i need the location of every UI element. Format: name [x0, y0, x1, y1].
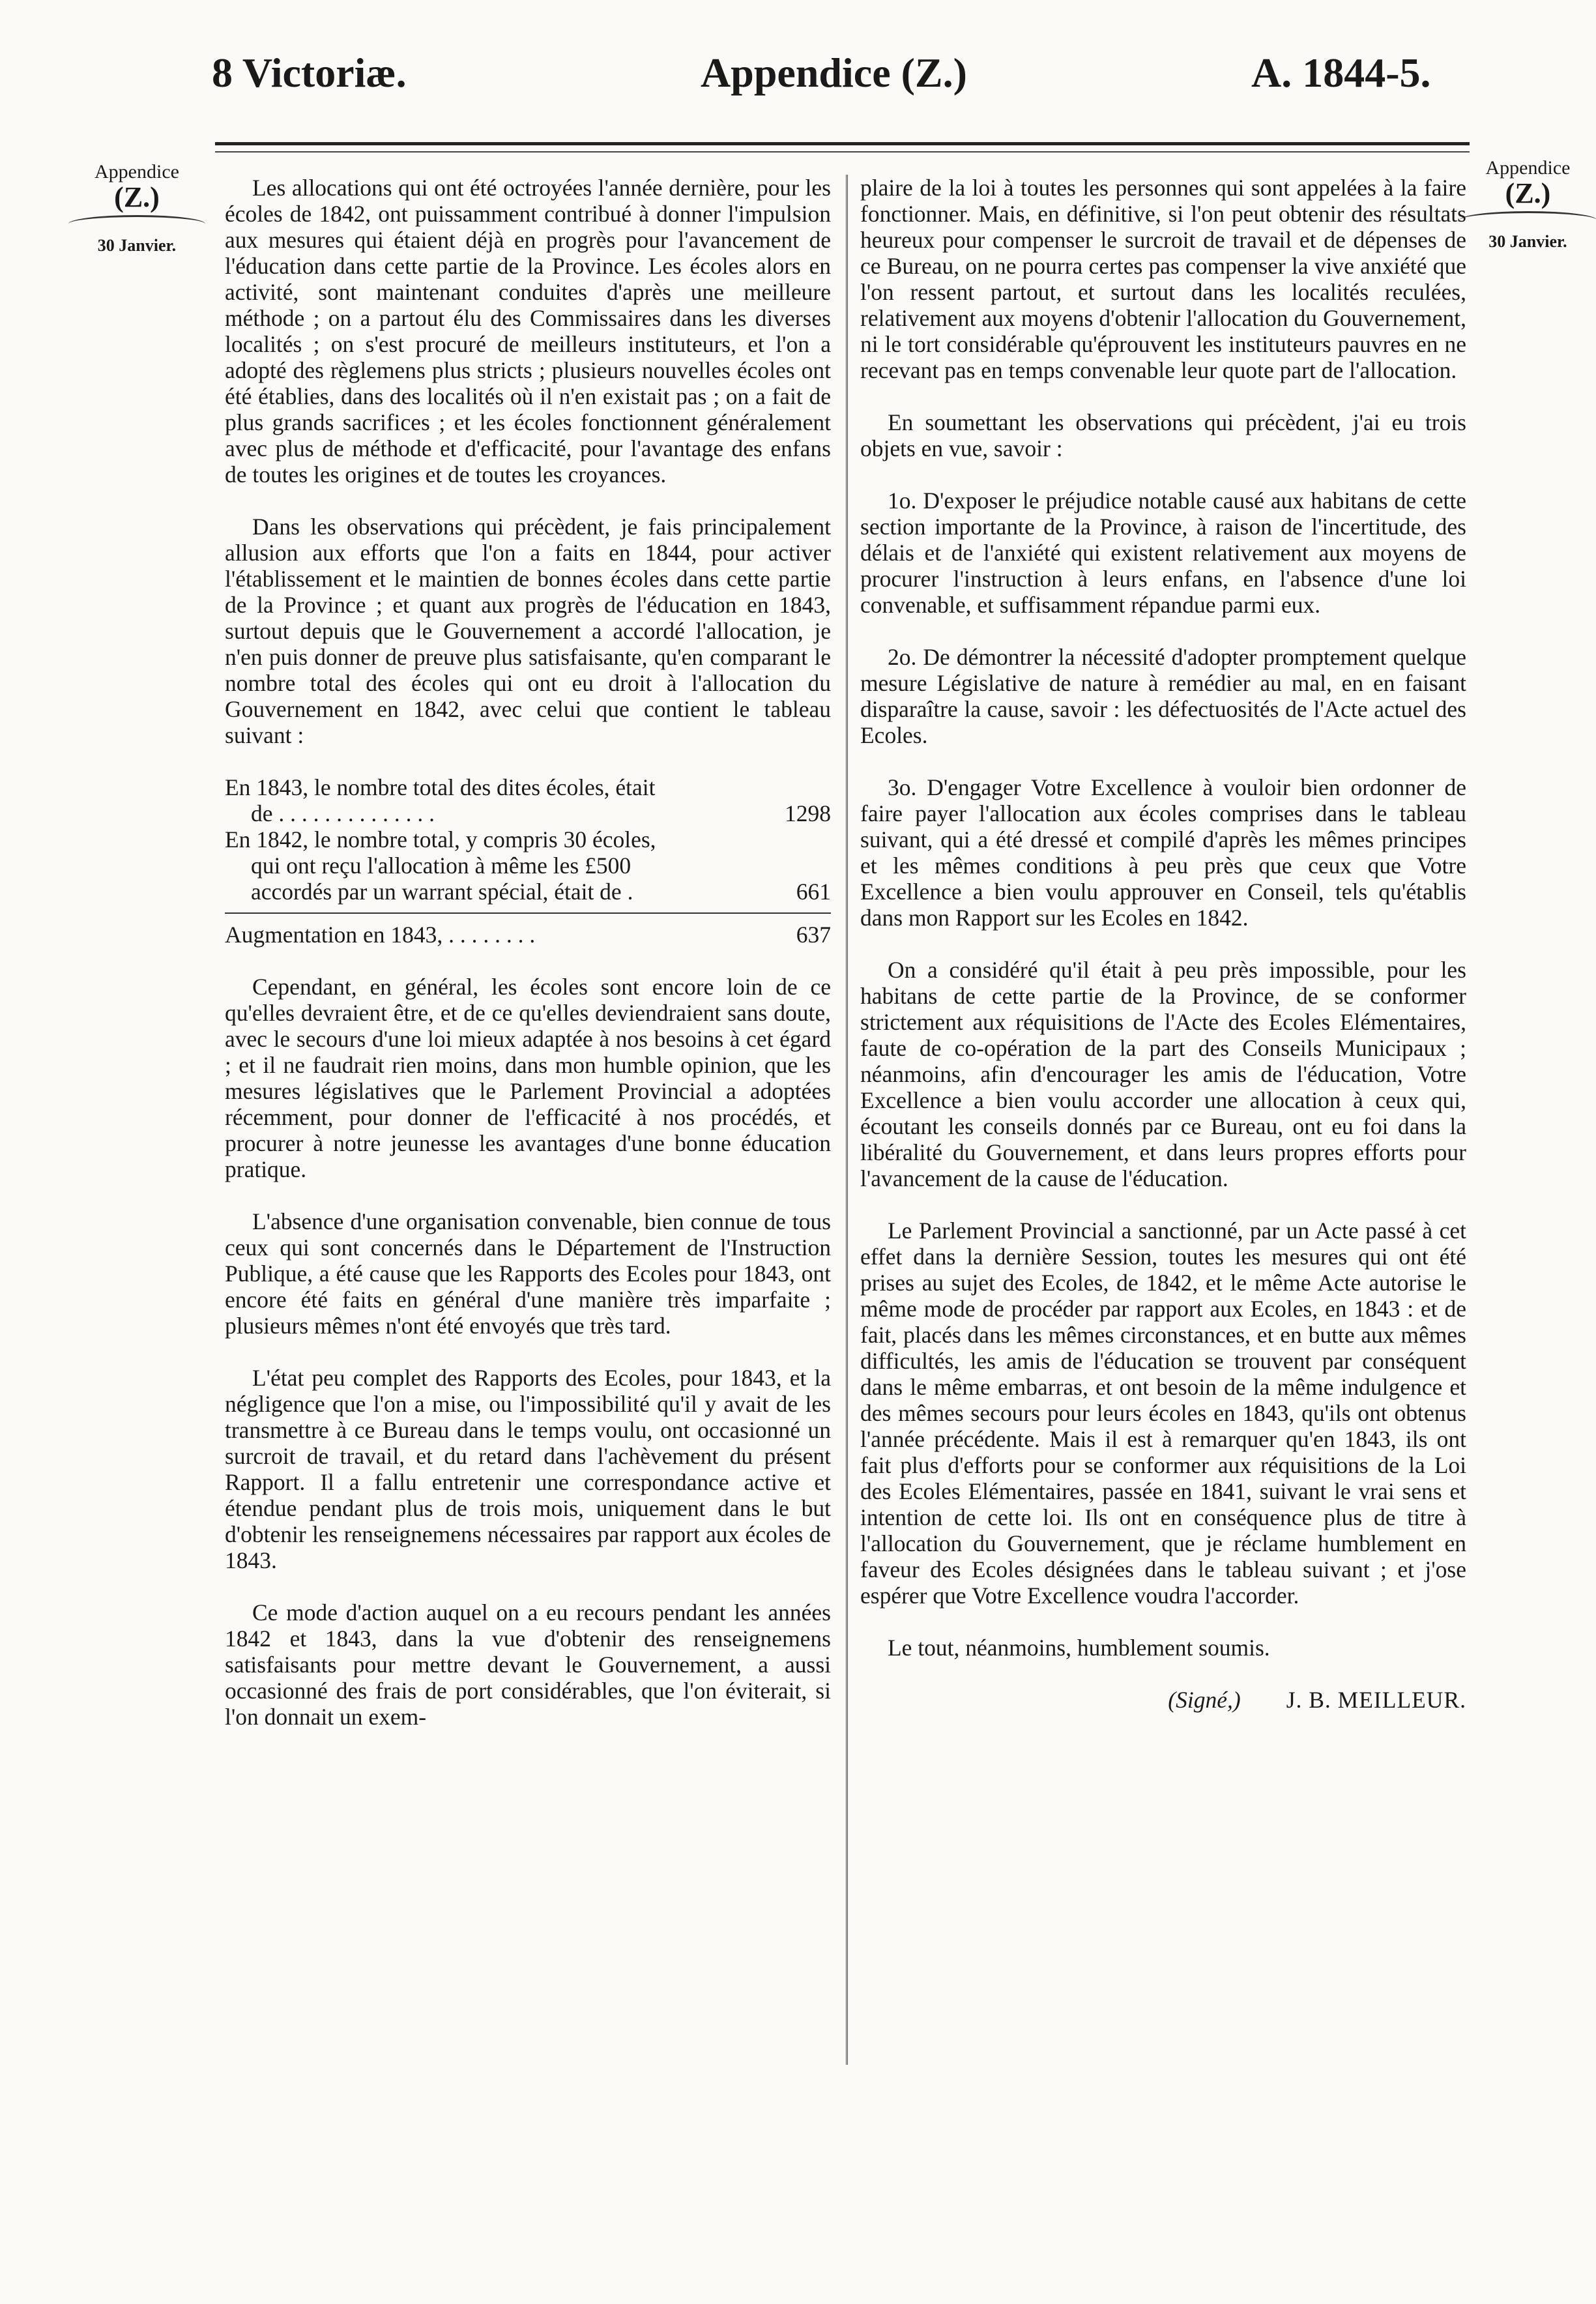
signatory-name: J. B. MEILLEUR. — [1286, 1687, 1466, 1713]
column-divider — [846, 175, 848, 2065]
paragraph: 3o. D'engager Votre Excellence à vouloir bien ordonner de faire payer l'allocation aux écoles comprises dans le tableau suivant, qui a été dressé et compilé d'après les mêmes principes et les mêmes conditions à peu près que ceux que Votre Excellence a bien voulu approuver en Conseil, tels qu'établis dans mon Rapport sur les Ecoles en 1842. — [860, 774, 1466, 931]
margin-date: 30 Janvier. — [97, 235, 177, 255]
margin-brace — [68, 215, 205, 233]
header-rule-thin — [215, 151, 1470, 153]
margin-appendix-letter: (Z.) — [114, 181, 160, 213]
margin-appendix-letter: (Z.) — [1505, 177, 1551, 209]
stat-value: 637 — [796, 922, 831, 948]
regnal-year: 8 Victoriæ. — [212, 50, 407, 96]
left-column — [225, 175, 831, 1756]
paragraph: 2o. De démontrer la nécessité d'adopter promptement quelque mesure Législative de nature à remédier au mal, en en faisant disparaître la cause, savoir : les défectuosités de l'Acte actuel des Ecoles. — [860, 644, 1466, 748]
paragraph: L'absence d'une organisation convenable, bien connue de tous ceux qui sont concernés dans le Département de l'Instruction Publique, a été cause que les Rapports des Ecoles pour 1843, ont encore été faits en général d'une manière très imparfaite ; plusieurs mêmes n'ont été envoyés que très tard. — [225, 1208, 831, 1339]
statistics-table — [225, 774, 831, 948]
header-rule — [215, 142, 1470, 145]
margin-brace — [1460, 211, 1596, 229]
margin-appendix-label: Appendice — [1485, 157, 1571, 179]
stat-row — [225, 922, 831, 948]
paragraph: L'état peu complet des Rapports des Ecoles, pour 1843, et la négligence que l'on a mise, ou l'impossibilité qu'il y avait de les transmettre à ce Bureau dans le temps voulu, ont occasionné un surcroit de travail, et du retard dans l'achèvement du présent Rapport. Il a fallu entretenir une correspondance active et étendue pendant plus de trois mois, uniquement dans le but d'obtenir les renseignemens nécessaires par rapport aux écoles de 1843. — [225, 1365, 831, 1573]
signature-block — [860, 1687, 1466, 1713]
paragraph: Dans les observations qui précèdent, je fais principalement allusion aux efforts que l'on a faits en 1844, pour activer l'établissement et le maintien de bonnes écoles dans cette partie de la Province ; et quant aux progrès de l'éducation en 1843, surtout depuis que le Gouvernement a accordé l'allocation, je n'en puis donner de preuve plus satisfaisante, qu'en comparant le nombre total des écoles qui ont eu droit à l'allocation du Gouvernement en 1842, avec celui que contient le tableau suivant : — [225, 514, 831, 748]
stat-line: En 1842, le nombre total, y compris 30 écoles, — [225, 826, 656, 853]
paragraph: On a considéré qu'il était à peu près impossible, pour les habitans de cette partie de la Province, de se conformer strictement aux réquisitions de l'Acte des Ecoles Elémentaires, faute de co-opération de la part des Conseils Municipaux ; néanmoins, afin d'encourager les amis de l'éducation, Votre Excellence a bien voulu accorder une allocation à ceux qui, écoutant les conseils donnés par ce Bureau, ont eu foi dans la libéralité du Gouvernement, et dans leurs propres efforts pour l'avancement de la cause de l'éducation. — [860, 957, 1466, 1191]
paragraph: plaire de la loi à toutes les personnes qui sont appelées à la faire fonctionner. Mais, en définitive, si l'on peut obtenir des résultats heureux pour compenser le surcroit de travail et de dépenses de ce Bureau, on ne pourra certes pas compenser la vive anxiété que l'on ressent partout, et surtout dans les localités reculées, relativement aux moyens d'obtenir l'allocation du Gouvernement, ni le tort considérable qu'éprouvent les instituteurs pauvres en ne recevant pas en temps convenable leur quote part de l'allocation. — [860, 175, 1466, 383]
stat-line: En 1843, le nombre total des dites écoles, était — [225, 774, 656, 800]
signed-label: (Signé,) — [1168, 1687, 1241, 1713]
stat-label: Augmentation en 1843, . . . . . . . . — [225, 922, 536, 948]
stat-row — [225, 800, 831, 826]
page-header — [0, 52, 1596, 117]
stat-label: accordés par un warrant spécial, était de . — [251, 879, 633, 905]
right-column — [860, 175, 1466, 1713]
stat-line: qui ont reçu l'allocation à même les £500 — [251, 853, 631, 879]
margin-appendix-label: Appendice — [94, 161, 179, 182]
paragraph: 1o. D'exposer le préjudice notable causé aux habitans de cette section importante de la Province, à raison de l'incertitude, des délais et de l'anxiété qui existent relativement aux moyens de procurer l'instruction à leurs enfans, en l'absence d'une loi convenable, et suffisamment répandue parmi eux. — [860, 488, 1466, 618]
stat-value: 661 — [796, 879, 831, 905]
paragraph: Les allocations qui ont été octroyées l'année dernière, pour les écoles de 1842, ont puissamment contribué à donner l'impulsion aux mesures qui étaient déjà en progrès pour l'avancement de l'éducation dans cette partie de la Province. Les écoles alors en activité, sont maintenant conduites d'après une meilleure méthode ; on a partout élu des Commissaires dans les diverses localités ; on s'est procuré de meilleurs instituteurs, et l'on a adopté des règlemens plus stricts ; plusieurs nouvelles écoles ont été établies, dans des localités où il n'en existait pas ; on a fait de plus grands sacrifices ; et les écoles fonctionnent généralement avec plus de méthode et d'efficacité, pour l'avantage des enfans de toutes les origines et de toutes les croyances. — [225, 175, 831, 488]
stat-label: de . . . . . . . . . . . . . . — [251, 800, 435, 826]
appendix-title: Appendice (Z.) — [701, 50, 967, 96]
year-label: A. 1844-5. — [1251, 50, 1431, 96]
margin-note-right — [1460, 158, 1596, 250]
stat-row — [225, 879, 831, 905]
stat-separator — [225, 912, 831, 914]
paragraph: En soumettant les observations qui précèdent, j'ai eu trois objets en vue, savoir : — [860, 409, 1466, 461]
margin-note-left — [59, 162, 215, 254]
stat-value: 1298 — [785, 800, 831, 826]
paragraph: Le Parlement Provincial a sanctionné, par un Acte passé à cet effet dans la dernière Session, toutes les mesures qui ont été prises au sujet des Ecoles, de 1842, et le même Acte autorise le même mode de procéder par rapport aux Ecoles, en 1843 : et de fait, placés dans les mêmes circonstances, et en butte aux mêmes difficultés, les amis de l'éducation se trouvent par conséquent dans le même embarras, et ont besoin de la même indulgence et des mêmes secours pour leurs écoles en 1843, qu'ils ont obtenus l'année précédente. Mais il est à remarquer qu'en 1843, ils ont fait plus d'efforts pour se conformer aux réquisitions de la Loi des Ecoles Elémentaires, passée en 1841, suivant le vrai sens et intention de cette loi. Ils ont en conséquence plus de titre à l'allocation du Gouvernement, que je réclame humblement en faveur des Ecoles désignées dans le tableau suivant ; et j'ose espérer que Votre Excellence voudra l'accorder. — [860, 1218, 1466, 1609]
paragraph: Le tout, néanmoins, humblement soumis. — [888, 1635, 1270, 1661]
paragraph: Cependant, en général, les écoles sont encore loin de ce qu'elles devraient être, et de ce qu'elles deviendraient sans doute, avec le secours d'une loi mieux adaptée à nos besoins à cet égard ; et il ne faudrait rien moins, dans mon humble opinion, que les mesures législatives que le Parlement Provincial a adoptées récemment, pour donner de l'efficacité à nos procédés, et procurer à notre jeunesse les avantages d'une bonne éducation pratique. — [225, 974, 831, 1182]
paragraph: Ce mode d'action auquel on a eu recours pendant les années 1842 et 1843, dans la vue d'obtenir des renseignemens satisfaisants pour mettre devant le Gouvernement, a aussi occasionné des frais de port considérables, que l'on éviterait, si l'on donnait un exem- — [225, 1599, 831, 1730]
margin-date: 30 Janvier. — [1488, 231, 1567, 251]
